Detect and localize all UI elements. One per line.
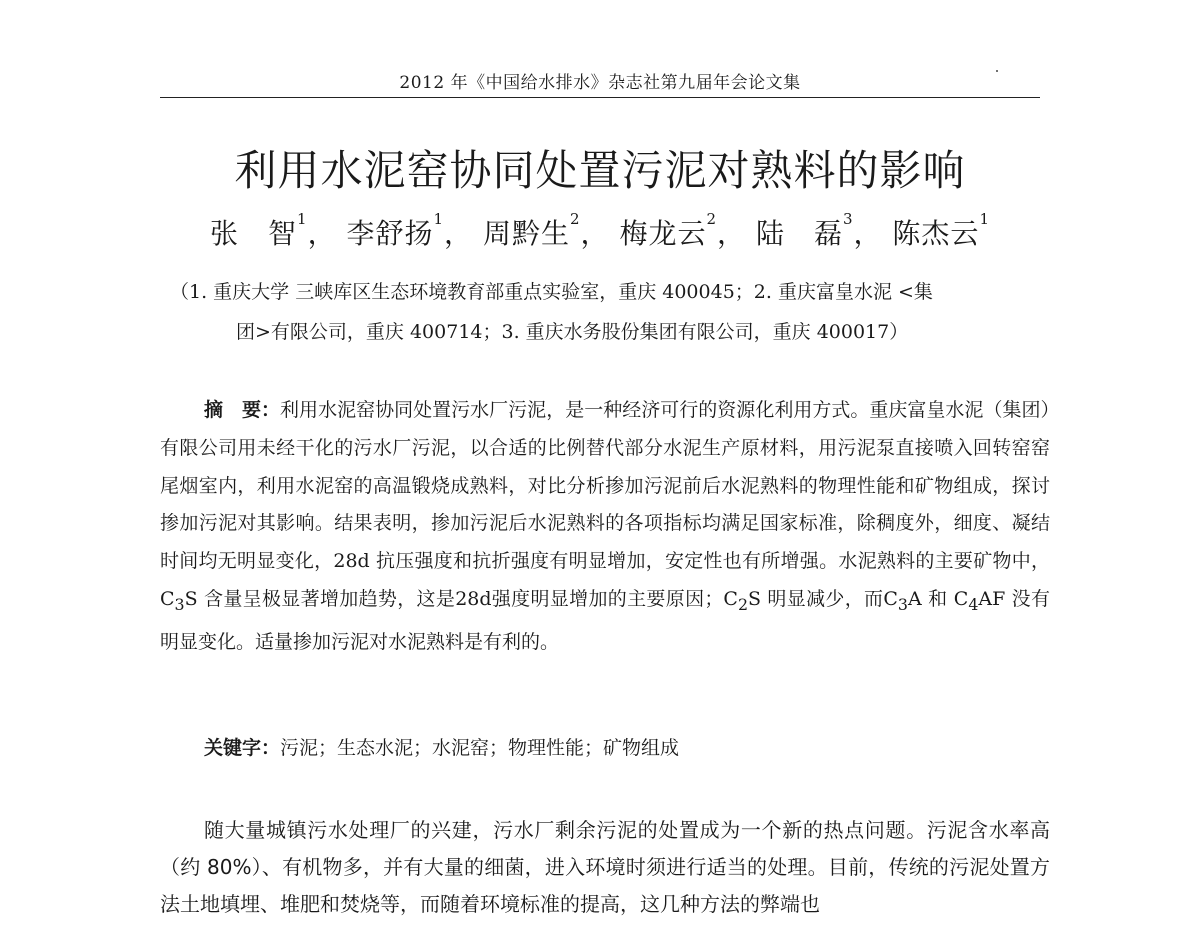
paper-title: 利用水泥窑协同处置污泥对熟料的影响 — [234, 146, 966, 195]
author-affiliation-mark: 3 — [842, 210, 854, 228]
author-name: 梅龙云 — [619, 217, 707, 250]
header-rule — [160, 97, 1040, 98]
formula-c2s: $C_2S$ — [723, 587, 762, 614]
formula-c3a: $C_3A$ — [883, 587, 922, 614]
author-name: 张 智 — [210, 217, 298, 250]
keywords-text: 污泥；生态水泥；水泥窑；物理性能；矿物组成 — [280, 737, 680, 759]
author-separator: ， — [580, 217, 610, 250]
keywords — [204, 730, 1050, 766]
author-separator: ， — [717, 217, 747, 250]
affiliations — [170, 272, 1050, 352]
author-separator: ， — [853, 217, 883, 250]
formula-c3s: $C_3S$ — [160, 587, 198, 614]
abstract-text: 明显减少，而 — [761, 587, 884, 610]
author-name: 陆 磊 — [755, 217, 843, 250]
abstract-paragraph — [160, 392, 1050, 661]
author-name: 周黔生 — [482, 217, 570, 250]
author-affiliation-mark: 1 — [979, 210, 990, 228]
affiliation-line-1: （1. 重庆大学 三峡库区生态环境教育部重点实验室，重庆 400045；2. 重庆富皇水泥 <集 — [170, 281, 933, 303]
running-header: 2012 年《中国给水排水》杂志社第九届年会论文集 — [399, 73, 801, 93]
affiliation-line-2: 团>有限公司，重庆 400714；3. 重庆水务股份集团有限公司，重庆 400017） — [236, 321, 909, 343]
abstract-text: 含量呈极显著增加趋势，这是28d强度明显增加的主要原因； — [197, 587, 724, 610]
body-paragraph: 随大量城镇污水处理厂的兴建，污水厂剩余污泥的处置成为一个新的热点问题。污泥含水率高（约 80%）、有机物多，并有大量的细菌，进入环境时须进行适当的处理。目前，传统的污泥处置方法土地填埋、堆肥和焚烧等，而随着环境标准的提高，这几种方法的弊端也 — [160, 818, 1050, 916]
author-list — [160, 212, 1040, 252]
abstract — [160, 392, 1050, 661]
author-name: 陈杰云 — [892, 217, 980, 250]
abstract-label: 摘 要： — [204, 399, 281, 421]
abstract-text: 和 — [921, 587, 954, 610]
author-affiliation-mark: 2 — [706, 210, 718, 228]
keywords-label: 关键字： — [204, 737, 281, 759]
body-text — [160, 812, 1050, 923]
author-separator: ， — [444, 217, 474, 250]
author-affiliation-mark: 1 — [433, 210, 445, 228]
abstract-text: 没有明显变化。适量掺加污泥对水泥熟料是有利的。 — [160, 587, 1050, 653]
author-name: 李舒扬 — [346, 217, 434, 250]
formula-c4af: $C_4AF$ — [953, 587, 1006, 614]
author-separator: ， — [307, 217, 337, 250]
abstract-text: 利用水泥窑协同处置污水厂污泥，是一种经济可行的资源化利用方式。重庆富皇水泥（集团）有限公司用未经干化的污水厂污泥，以合适的比例替代部分水泥生产原材料，用污泥泵直接喷入回转窑窑尾烟室内，利用水泥窑的高温锻烧成熟料，对比分析掺加污泥前后水泥熟料的物理性能和矿物组成，探讨掺加污泥对其影响。结果表明，掺加污泥后水泥熟料的各项指标均满足国家标准，除稠度外，细度、凝结时间均无明显变化，28d 抗压强度和抗折强度有明显增加，安定性也有所增强。水泥熟料的主要矿物中， — [160, 399, 1050, 573]
author-affiliation-mark: 2 — [569, 210, 581, 228]
scan-speck — [996, 70, 998, 72]
author-affiliation-mark: 1 — [297, 210, 308, 228]
